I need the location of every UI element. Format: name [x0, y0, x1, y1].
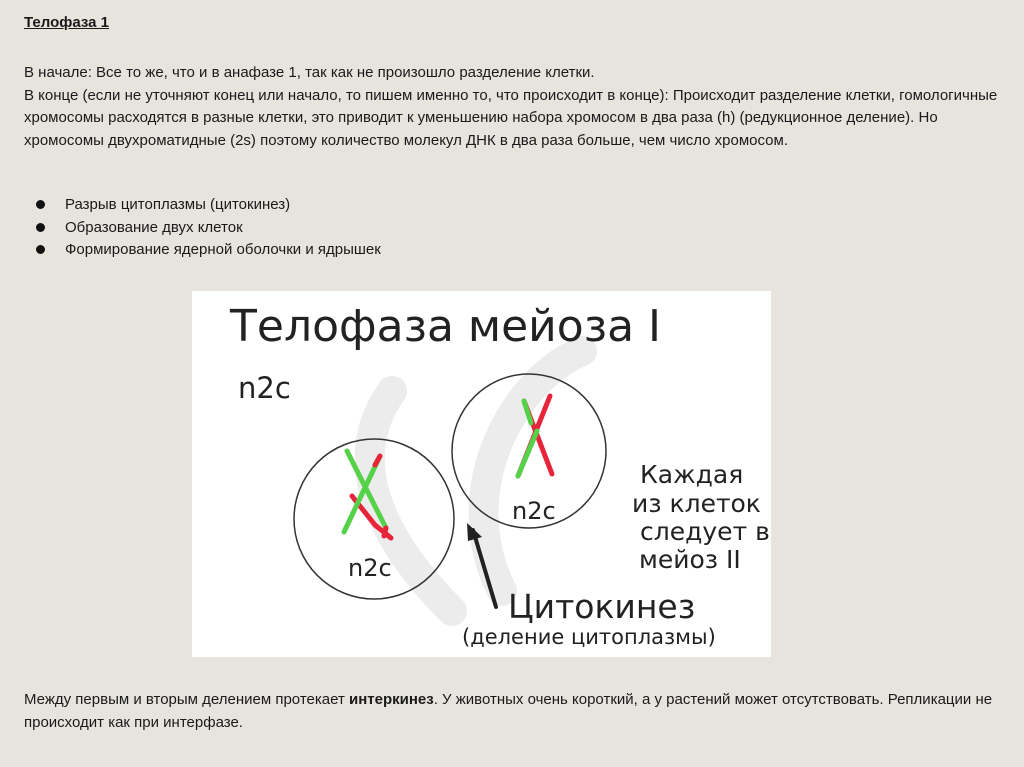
cell-left-label: n2c — [348, 554, 392, 582]
bullet-dot-icon — [36, 245, 45, 254]
bullet-dot-icon — [36, 200, 45, 209]
note-line: следует в — [640, 517, 770, 546]
bullet-dot-icon — [36, 223, 45, 232]
diagram-svg — [192, 291, 771, 657]
note-line: мейоз II — [639, 545, 741, 574]
diagram-heading: Телофаза мейоза I — [230, 301, 662, 352]
bullet-item: Разрыв цитоплазмы (цитокинез) — [36, 194, 381, 217]
division-note — [632, 460, 770, 574]
watermark-logo — [370, 351, 582, 611]
intro-line-start: В начале: Все то же, что и в анафазе 1, так как не произошло разделение клетки. — [24, 64, 595, 81]
bullet-item: Образование двух клеток — [36, 217, 381, 240]
interkinesis-term: интеркинез — [348, 691, 434, 708]
interkinesis-paragraph: Между первым и вторым делением протекает интеркинез. У животных очень короткий, а у растений может отсутствовать. Репликации не происходит как при интерфазе. — [24, 691, 993, 731]
cell-right-label: n2c — [512, 497, 556, 525]
intro-line-end: В конце (если не уточняют конец или начало, то пишем именно то, что происходит в конце): Происходит разделение клетки, гомологичные хромосомы расходятся в разные клетки, это приводит к уменьшению набора хромосом в два раза (h) (редукционное деление). Но хромосомы двухроматидные (2s) поэтому количество молекул ДНК в два раза больше, чем число хромосом. — [24, 86, 998, 149]
telophase-diagram — [192, 291, 771, 657]
bullet-list — [36, 194, 381, 262]
cytokinesis-sub-label: (деление цитоплазмы) — [462, 625, 716, 649]
slide-title: Телофаза 1 — [24, 14, 110, 31]
intro-text — [24, 62, 999, 152]
bullet-item: Формирование ядерной оболочки и ядрышек — [36, 239, 381, 262]
note-line: из клеток — [632, 489, 761, 518]
formula-top: n2c — [238, 371, 291, 405]
outro-text — [24, 689, 999, 734]
note-line: Каждая — [640, 460, 744, 489]
cytokinesis-label: Цитокинез — [508, 587, 696, 626]
